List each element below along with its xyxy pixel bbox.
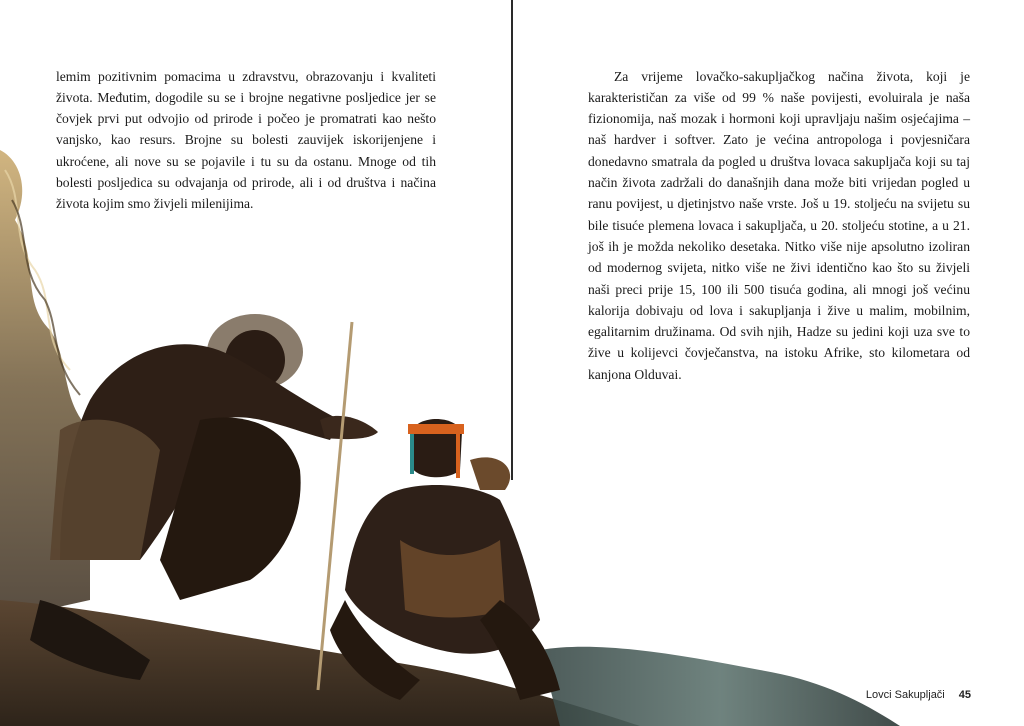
page-footer: [866, 689, 971, 701]
page-number: 45: [958, 689, 971, 701]
seated-man-right: [330, 419, 560, 700]
page-gutter: [511, 0, 513, 480]
left-page-paragraph: lemim pozitivnim pomacima u zdravstvu, obrazovanju i kvaliteti života. Međutim, dogodile su se i brojne negativne posljedice jer se čovjek prvi put odvojio od prirode i počeo je promatrati kao nešto vanjsko, kao resurs. Brojne su bolesti zauvijek iskorijenjene i ukroćene, ali nove su se pojavile i tu su da ostanu. Mnoge od tih bolesti posljedica su odvajanja od prirode, ali i od društva i načina života kojim smo živjeli milenijima.: [56, 68, 436, 212]
seated-man-left: [30, 314, 378, 680]
water-swirl: [540, 647, 900, 726]
running-title: Lovci Sakupljači: [865, 689, 945, 701]
right-page-paragraph: Za vrijeme lovačko-sakupljačkog načina života, koji je karakterističan za više od 99 % naše povijesti, evoluirala je naša fizionomija, naš mozak i hormoni koji upravljaju našim osjećajima – naš hardver i softver. Zato je većina antropologa i povjesničara donedavno smatrala da pogled u društva lovaca sakupljača koji su taj način života zadržali do današnjih dana može biti vrijedan pogled u ranu povijest, u djetinjstvo naše vrste. Još u 19. stoljeću na svijetu su bile tisuće plemena lovaca i sakupljača, u 20. stoljeću stotine, a u 21. još ih je možda nekoliko desetaka. Nitko više nije apsolutno izoliran od modernog svijeta, nitko više ne živi identično kao što su živjeli naši preci prije 15, 100 ili 500 tisuća godina, ali mnogi još većinu kalorija dobivaju od lova i sakupljanja i žive u malim, mobilnim, egalitarnim družinama. Od svih njih, Hadze su jedini koji uza sve to žive u kolijevci čovječanstva, na istoku Afrike, sto kilometara od kanjona Olduvai.: [588, 68, 970, 382]
